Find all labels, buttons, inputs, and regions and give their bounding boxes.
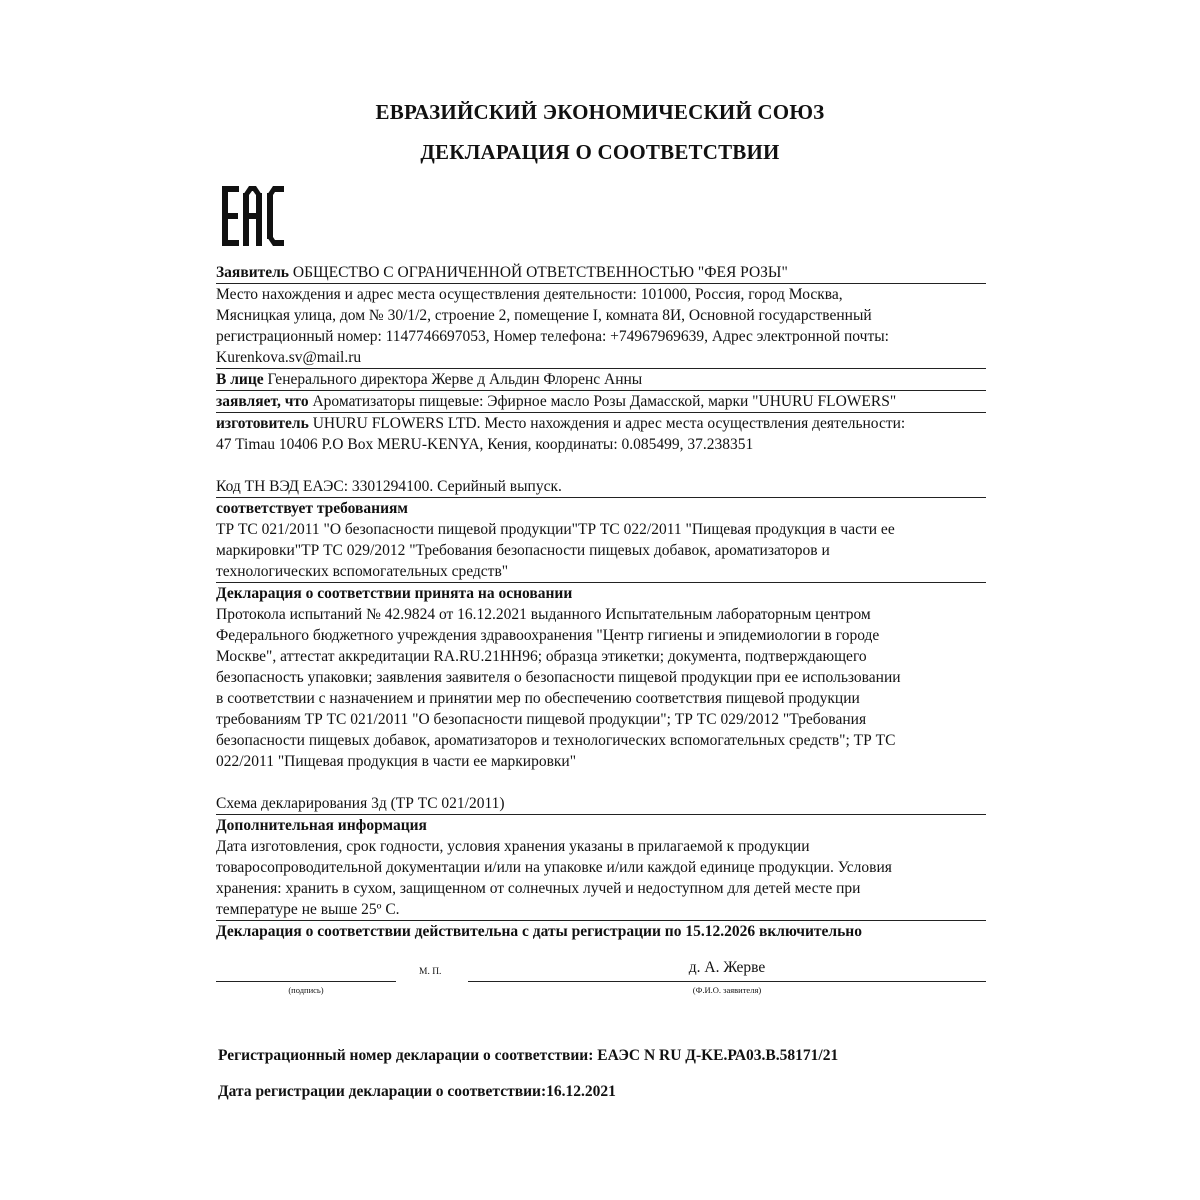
hs-code: Код ТН ВЭД ЕАЭС: 3301294100. Серийный выпуск. [216,476,986,498]
declaration-title: ДЕКЛАРАЦИЯ О СООТВЕТСТВИИ [420,140,780,164]
basis-line: Федерального бюджетного учреждения здравоохранения "Центр гигиены и эпидемиологии в городе [216,627,880,644]
registration-number: Регистрационный номер декларации о соответствии: ЕАЭС N RU Д-KE.РА03.В.58171/21 [218,1047,839,1064]
address-line: регистрационный номер: 1147746697053, Номер телефона: +74967969639, Адрес электронной почты: [216,328,889,345]
applicant-label: Заявитель [216,264,290,281]
additional-line: температуре не выше 25º С. [216,901,400,918]
additional-label: Дополнительная информация [216,817,427,834]
additional-section [216,815,986,921]
basis-line: безопасности пищевых добавок, ароматизаторов и технологических вспомогательных средств"; ТР ТС [216,732,896,749]
basis-line: в соответствии с назначением и принятии мер по обеспечению соответствия пищевой продукции [216,690,860,707]
person-value: Генерального директора Жерве д Альдин Флоренс Анны [263,371,643,388]
signature-area [216,955,986,1005]
manufacturer-line2: 47 Timau 10406 P.O Box MERU-KENYA, Кения, координаты: 0.085499, 37.238351 [216,436,754,453]
conforms-section [216,498,986,583]
conforms-line: маркировки"ТР ТС 029/2012 "Требования безопасности пищевых добавок, ароматизаторов и [216,542,830,559]
declares-label: заявляет, что [216,393,309,410]
name-line [468,981,986,982]
person-label: В лице [216,371,264,388]
additional-line: хранения: хранить в сухом, защищенном от солнечных лучей и недоступном для детей месте при [216,880,861,897]
conforms-line: технологических вспомогательных средств" [216,563,509,580]
declaration-body [216,262,986,942]
eac-logo [221,185,285,247]
address-line: Kurenkova.sv@mail.ru [216,349,362,366]
declares-value: Ароматизаторы пищевые: Эфирное масло Розы Дамасской, марки "UHURU FLOWERS" [308,393,897,410]
basis-line: 022/2011 "Пищевая продукция в части ее маркировки" [216,753,577,770]
additional-line: Дата изготовления, срок годности, условия хранения указаны в прилагаемой к продукции [216,838,810,855]
stamp-place: М. П. [419,967,442,977]
manufacturer-value: UHURU FLOWERS LTD. Место нахождения и адрес места осуществления деятельности: [308,415,906,432]
address-line: Место нахождения и адрес места осуществления деятельности: 101000, Россия, город Москва, [216,286,843,303]
signer-name: д. А. Жерве [688,959,766,976]
person-section [216,369,986,391]
declares-section [216,391,986,413]
applicant-address [216,284,986,369]
additional-line: товаросопроводительной документации и/или на упаковке и/или каждой единице продукции. Условия [216,859,892,876]
conforms-label: соответствует требованиям [216,500,408,517]
union-title: ЕВРАЗИЙСКИЙ ЭКОНОМИЧЕСКИЙ СОЮЗ [375,100,825,124]
conforms-line: ТР ТС 021/2011 "О безопасности пищевой продукции"ТР ТС 022/2011 "Пищевая продукция в части ее [216,521,895,538]
applicant-section [216,262,986,284]
name-caption: (Ф.И.О. заявителя) [692,985,762,995]
signature-line [216,981,396,982]
scheme: Схема декларирования 3д (ТР ТС 021/2011) [216,793,986,815]
registration-date: Дата регистрации декларации о соответствии:16.12.2021 [218,1083,616,1100]
basis-section [216,583,986,772]
basis-label: Декларация о соответствии принята на основании [216,585,573,602]
applicant-name: ОБЩЕСТВО С ОГРАНИЧЕННОЙ ОТВЕТСТВЕННОСТЬЮ "ФЕЯ РОЗЫ" [289,264,788,281]
signature-caption: (подпись) [288,985,324,995]
address-line: Мясницкая улица, дом № 30/1/2, строение 2, помещение I, комната 8И, Основной государственный [216,307,872,324]
manufacturer-label: изготовитель [216,415,309,432]
validity: Декларация о соответствии действительна с даты регистрации по 15.12.2026 включительно [216,923,862,940]
basis-line: Москве", аттестат аккредитации RA.RU.21НН96; образца этикетки; документа, подтверждающего [216,648,867,665]
applicant-line [216,262,986,283]
basis-line: требованиям ТР ТС 021/2011 "О безопасности пищевой продукции"; ТР ТС 029/2012 "Требования [216,711,867,728]
manufacturer-section [216,413,986,455]
basis-line: безопасность упаковки; заявления заявителя о безопасности пищевой продукции при ее использовании [216,669,901,686]
basis-line: Протокола испытаний № 42.9824 от 16.12.2021 выданного Испытательным лабораторным центром [216,606,871,623]
